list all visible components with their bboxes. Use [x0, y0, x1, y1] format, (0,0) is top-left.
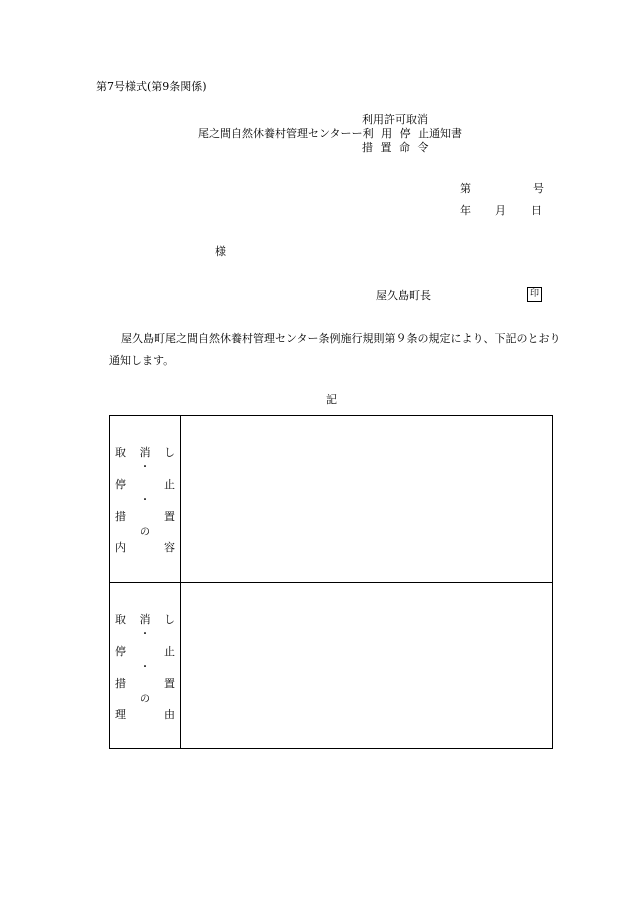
label-dot: ・ [140, 495, 150, 506]
label-char: 取 [115, 446, 126, 459]
label-char: 由 [164, 708, 175, 721]
document-title [198, 127, 462, 141]
label-char: 停 [115, 478, 126, 491]
issuer-name: 屋久島町長 [376, 289, 431, 302]
title-prefix: 尾之間自然休養村管理センター [198, 127, 352, 140]
label-char: 理 [115, 708, 126, 721]
title-option-char: 止 [418, 127, 430, 140]
title-option-char: 利 [362, 127, 374, 140]
ki-heading: 記 [326, 393, 337, 406]
title-option-top: 利用許可取消 [362, 113, 428, 126]
label-char: 止 [164, 478, 175, 491]
label-char: 止 [164, 645, 175, 658]
title-option-char: 措 [362, 141, 373, 154]
label-char: 置 [164, 510, 175, 523]
form-number: 第7号様式(第9条関係) [96, 80, 207, 93]
label-char: 取 [115, 613, 126, 626]
label-no: の [140, 527, 150, 538]
label-char: 停 [115, 645, 126, 658]
title-option-char: 用 [381, 127, 393, 140]
addressee-suffix: 様 [215, 245, 226, 258]
label-char: し [164, 613, 175, 626]
date-month: 月 [495, 204, 506, 217]
date-year: 年 [460, 204, 471, 217]
body-text: 屋久島町尾之間自然休養村管理センター条例施行規則第９条の規定により、下記のとおり通知します。 [109, 332, 561, 367]
label-char: 消 [139, 446, 151, 459]
label-line [115, 479, 175, 491]
label-char: 置 [164, 677, 175, 690]
label-line [115, 614, 175, 626]
record-table [109, 415, 553, 749]
seal-mark: 印 [527, 287, 542, 302]
title-suffix: 通知書 [429, 127, 463, 140]
title-option-char: 停 [399, 127, 411, 140]
label-line [115, 511, 175, 523]
label-dot: ・ [140, 662, 150, 673]
label-dot: ・ [140, 629, 150, 640]
content-value-cell[interactable] [181, 416, 552, 582]
title-option-char: 令 [417, 141, 429, 154]
label-line [115, 542, 175, 554]
row-label-cancel-reason [110, 583, 181, 748]
label-char: 内 [115, 541, 126, 554]
table-row [110, 416, 552, 583]
row-label-cancel-content [110, 416, 181, 582]
label-line [115, 646, 175, 658]
title-dash: ー [351, 127, 363, 140]
table-row [110, 583, 552, 748]
label-char: し [164, 446, 175, 459]
label-no: の [140, 694, 150, 705]
date-day: 日 [531, 204, 542, 217]
label-char: 措 [115, 677, 126, 690]
title-option-char: 命 [399, 141, 410, 154]
reason-value-cell[interactable] [181, 583, 552, 748]
title-option-char: 置 [380, 141, 392, 154]
label-line [115, 709, 175, 721]
label-line [115, 447, 175, 459]
label-char: 措 [115, 510, 126, 523]
label-dot: ・ [140, 462, 150, 473]
label-char: 消 [139, 613, 151, 626]
number-go: 号 [533, 182, 544, 195]
number-dai: 第 [460, 182, 471, 195]
title-option-bottom [362, 141, 429, 155]
label-line [115, 678, 175, 690]
label-char: 容 [164, 541, 175, 554]
